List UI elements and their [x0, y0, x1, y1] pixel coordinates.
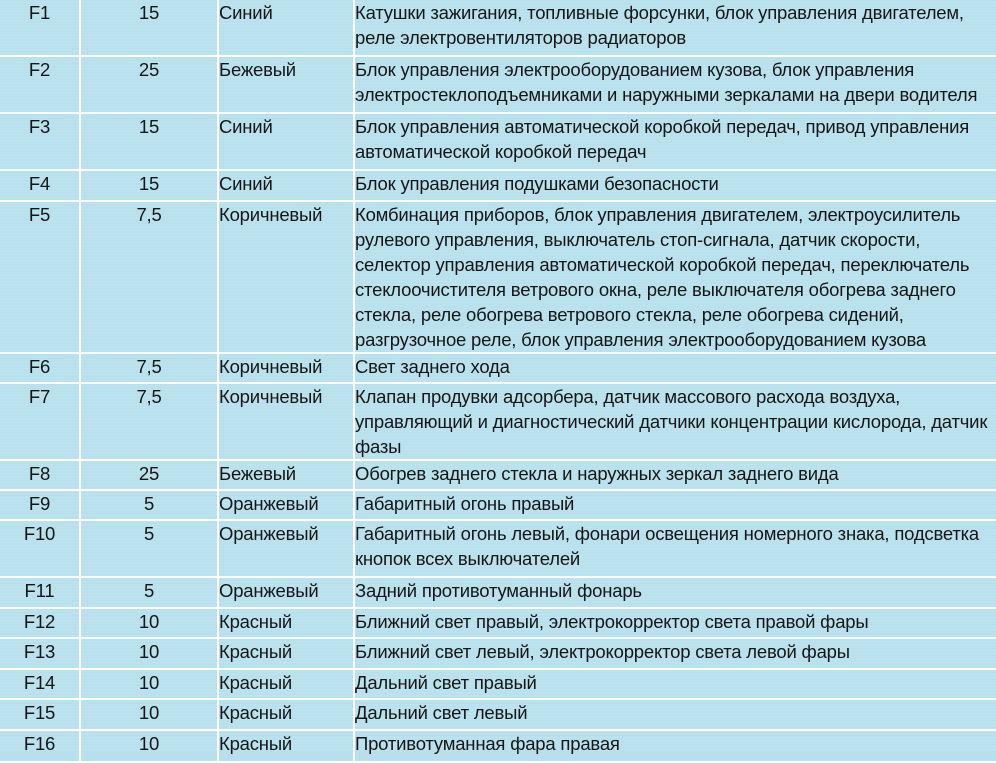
fuse-id: F4	[0, 170, 80, 201]
fuse-description: Обогрев заднего стекла и наружных зеркал заднего вида	[354, 460, 996, 490]
fuse-color: Красный	[218, 669, 354, 699]
fuse-id: F5	[0, 201, 80, 353]
fuse-id: F9	[0, 490, 80, 520]
table-row	[0, 383, 996, 460]
fuse-amperage: 7,5	[80, 353, 218, 383]
fuse-amperage: 5	[80, 520, 218, 577]
fuse-description: Клапан продувки адсорбера, датчик массового расхода воздуха, управляющий и диагностический датчики концентрации кислорода, датчик фазы	[354, 383, 996, 460]
fuse-color: Красный	[218, 730, 354, 762]
fuse-color: Оранжевый	[218, 490, 354, 520]
fuse-amperage: 5	[80, 490, 218, 520]
table-row	[0, 699, 996, 730]
fuse-id: F6	[0, 353, 80, 383]
fuse-color: Синий	[218, 113, 354, 170]
fuse-description: Габаритный огонь правый	[354, 490, 996, 520]
fuse-id: F8	[0, 460, 80, 490]
fuse-id: F3	[0, 113, 80, 170]
table-row	[0, 0, 996, 56]
fuse-id: F10	[0, 520, 80, 577]
fuse-color: Бежевый	[218, 460, 354, 490]
fuse-amperage: 7,5	[80, 383, 218, 460]
fuse-color: Коричневый	[218, 201, 354, 353]
fuse-description: Задний противотуманный фонарь	[354, 577, 996, 608]
table-row	[0, 669, 996, 699]
fuse-amperage: 7,5	[80, 201, 218, 353]
table-row	[0, 490, 996, 520]
fuse-color: Оранжевый	[218, 577, 354, 608]
table-row	[0, 608, 996, 638]
fuse-amperage: 10	[80, 638, 218, 669]
fuse-amperage: 10	[80, 669, 218, 699]
fuse-id: F14	[0, 669, 80, 699]
fuse-description: Ближний свет правый, электрокорректор света правой фары	[354, 608, 996, 638]
table-row	[0, 730, 996, 762]
table-row	[0, 460, 996, 490]
fuse-description: Блок управления автоматической коробкой передач, привод управления автоматической коробкой передач	[354, 113, 996, 170]
fuse-description: Блок управления электрооборудованием кузова, блок управления электростеклоподъемниками и наружными зеркалами на двери водителя	[354, 56, 996, 113]
fuse-id: F16	[0, 730, 80, 762]
table-row	[0, 56, 996, 113]
fuse-amperage: 25	[80, 56, 218, 113]
table-row	[0, 113, 996, 170]
fuse-color: Оранжевый	[218, 520, 354, 577]
table-row	[0, 520, 996, 577]
fuse-amperage: 15	[80, 170, 218, 201]
fuse-id: F12	[0, 608, 80, 638]
fuse-id: F1	[0, 0, 80, 56]
fuse-id: F7	[0, 383, 80, 460]
fuse-color: Коричневый	[218, 383, 354, 460]
table-row	[0, 201, 996, 353]
fuse-id: F15	[0, 699, 80, 730]
fuse-amperage: 5	[80, 577, 218, 608]
fuse-description: Ближний свет левый, электрокорректор света левой фары	[354, 638, 996, 669]
fuse-color: Синий	[218, 0, 354, 56]
fuse-amperage: 15	[80, 0, 218, 56]
fuse-description: Комбинация приборов, блок управления двигателем, электроусилитель рулевого управления, выключатель стоп-сигнала, датчик скорости, селектор управления автоматической коробкой передач, переключатель стеклоочистителя ветрового окна, реле выключателя обогрева заднего стекла, реле обогрева ветрового стекла, реле обогрева сидений, разгрузочное реле, блок управления электрооборудованием кузова	[354, 201, 996, 353]
table-row	[0, 353, 996, 383]
fuse-description: Катушки зажигания, топливные форсунки, блок управления двигателем, реле электровентиляторов радиаторов	[354, 0, 996, 56]
fuse-color: Коричневый	[218, 353, 354, 383]
fuse-description: Блок управления подушками безопасности	[354, 170, 996, 201]
table-row	[0, 577, 996, 608]
fuse-description: Дальний свет левый	[354, 699, 996, 730]
fuse-description: Габаритный огонь левый, фонари освещения номерного знака, подсветка кнопок всех выключателей	[354, 520, 996, 577]
fuse-amperage: 10	[80, 730, 218, 762]
fuse-color: Красный	[218, 608, 354, 638]
fuse-id: F11	[0, 577, 80, 608]
fuse-amperage: 10	[80, 608, 218, 638]
fuse-description: Противотуманная фара правая	[354, 730, 996, 762]
fuse-description: Дальний свет правый	[354, 669, 996, 699]
fuse-amperage: 25	[80, 460, 218, 490]
fuse-description: Свет заднего хода	[354, 353, 996, 383]
table-row	[0, 638, 996, 669]
fuse-id: F2	[0, 56, 80, 113]
fuse-color: Красный	[218, 699, 354, 730]
fuse-color: Синий	[218, 170, 354, 201]
fuse-color: Красный	[218, 638, 354, 669]
table-row	[0, 170, 996, 201]
fuse-id: F13	[0, 638, 80, 669]
fuse-color: Бежевый	[218, 56, 354, 113]
fuse-amperage: 10	[80, 699, 218, 730]
fuse-amperage: 15	[80, 113, 218, 170]
